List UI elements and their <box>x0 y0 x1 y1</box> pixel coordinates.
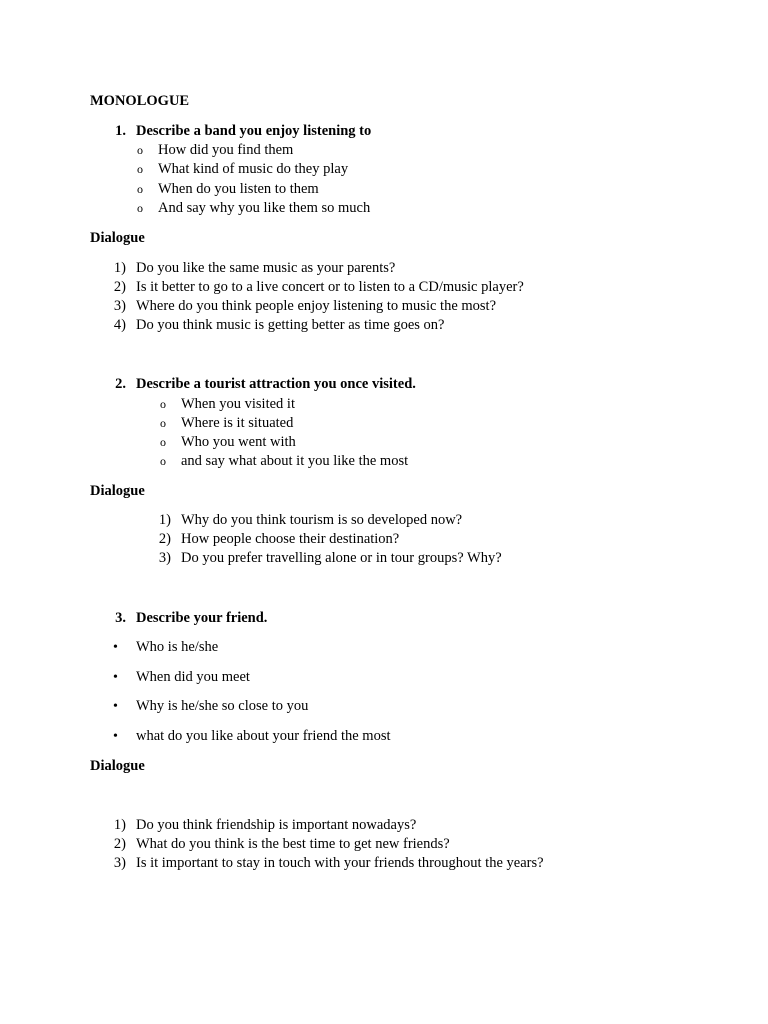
question-number: 1) <box>113 260 126 276</box>
question-text: What do you think is the best time to get new friends? <box>136 836 450 852</box>
list-item: Why is he/she so close to you <box>136 698 309 714</box>
question-text: Do you think music is getting better as time goes on? <box>136 317 445 333</box>
list-item: What kind of music do they play <box>158 161 349 177</box>
dialogue-label: Dialogue <box>90 483 145 499</box>
circle-bullet-icon: o <box>160 397 166 411</box>
question-number: 3) <box>158 550 171 566</box>
list-item: When did you meet <box>136 669 250 685</box>
question-number: 2) <box>158 531 171 547</box>
section-3-number: 3. <box>115 610 126 626</box>
list-item: Where is it situated <box>181 415 294 431</box>
circle-bullet-icon: o <box>160 435 166 449</box>
question-text: Do you like the same music as your parents? <box>136 260 396 276</box>
list-item: and say what about it you like the most <box>181 453 409 469</box>
question-text: Why do you think tourism is so developed now? <box>181 512 463 528</box>
question-text: How people choose their destination? <box>181 531 400 547</box>
question-text: Do you think friendship is important nowadays? <box>136 817 417 833</box>
question-text: Is it important to stay in touch with your friends throughout the years? <box>136 855 544 871</box>
dot-bullet-icon: • <box>113 699 118 714</box>
dot-bullet-icon: • <box>113 729 118 744</box>
circle-bullet-icon: o <box>137 162 143 176</box>
list-item: When do you listen to them <box>158 181 319 197</box>
question-text: Where do you think people enjoy listening to music the most? <box>136 298 497 314</box>
circle-bullet-icon: o <box>137 201 143 215</box>
page-heading: MONOLOGUE <box>90 93 190 109</box>
question-number: 1) <box>158 512 171 528</box>
dialogue-label: Dialogue <box>90 230 145 246</box>
question-text: Is it better to go to a live concert or to listen to a CD/music player? <box>136 279 524 295</box>
section-1-title: Describe a band you enjoy listening to <box>136 123 372 139</box>
circle-bullet-icon: o <box>160 454 166 468</box>
circle-bullet-icon: o <box>137 143 143 157</box>
list-item: Who you went with <box>181 434 296 450</box>
section-3-title: Describe your friend. <box>136 610 268 626</box>
question-number: 3) <box>113 855 126 871</box>
section-1-number: 1. <box>115 123 126 139</box>
dot-bullet-icon: • <box>113 640 118 655</box>
list-item: what do you like about your friend the most <box>136 728 391 744</box>
section-2-number: 2. <box>115 376 126 392</box>
question-number: 3) <box>113 298 126 314</box>
list-item: How did you find them <box>158 142 294 158</box>
dialogue-label: Dialogue <box>90 758 145 774</box>
question-number: 2) <box>113 836 126 852</box>
list-item: And say why you like them so much <box>158 200 371 216</box>
circle-bullet-icon: o <box>160 416 166 430</box>
dot-bullet-icon: • <box>113 670 118 685</box>
list-item: Who is he/she <box>136 639 219 655</box>
list-item: When you visited it <box>181 396 295 412</box>
question-number: 4) <box>113 317 126 333</box>
question-text: Do you prefer travelling alone or in tour groups? Why? <box>181 550 502 566</box>
question-number: 2) <box>113 279 126 295</box>
question-number: 1) <box>113 817 126 833</box>
section-2-title: Describe a tourist attraction you once visited. <box>136 376 416 392</box>
circle-bullet-icon: o <box>137 182 143 196</box>
